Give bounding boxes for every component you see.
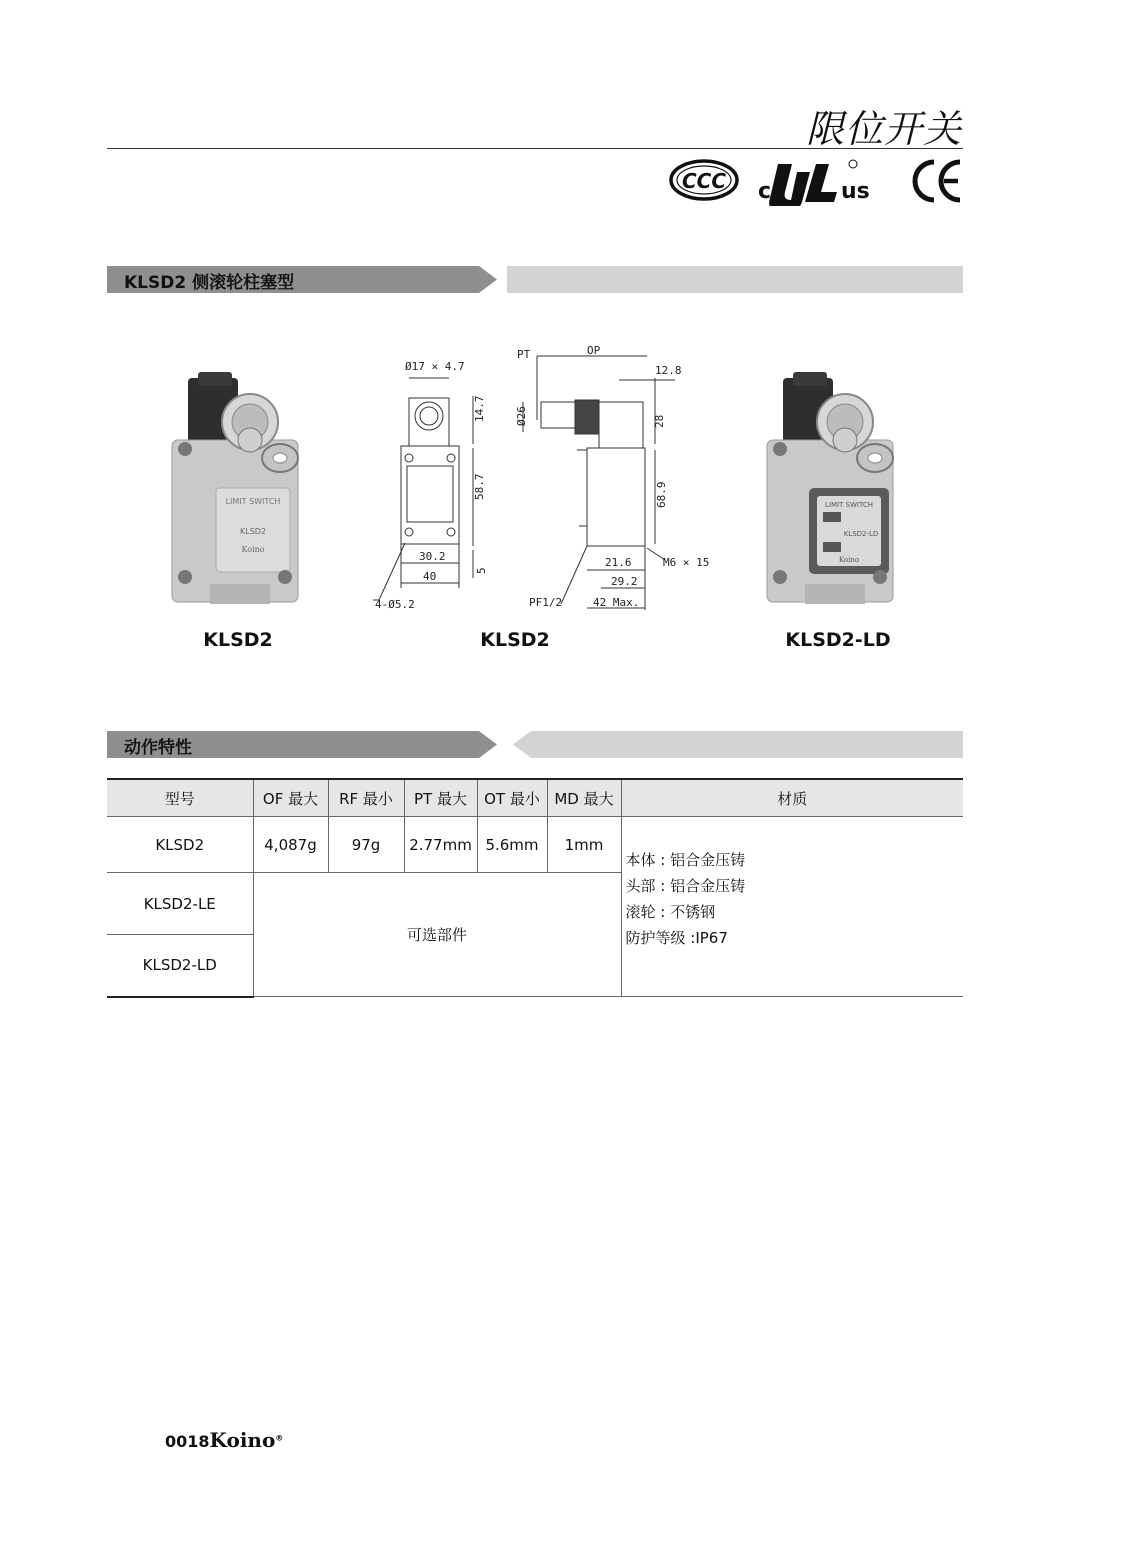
table-header-row — [107, 779, 963, 817]
table-header: 材质 — [621, 779, 963, 817]
dim-label: 42 Max. — [593, 596, 640, 609]
cell-material — [621, 817, 963, 997]
cell-md: 1mm — [547, 817, 621, 873]
product-caption: KLSD2 — [480, 629, 550, 651]
cell-model: KLSD2-LE — [107, 873, 253, 935]
product-caption: KLSD2 — [203, 629, 273, 651]
table-header: RF 最小 — [328, 779, 404, 817]
dim-label: 28 — [653, 414, 666, 428]
dim-label: 58.7 — [473, 473, 486, 500]
dim-label: Ø17 × 4.7 — [405, 360, 465, 373]
dim-label: 21.6 — [605, 556, 632, 569]
dim-label: Ø26 — [515, 406, 528, 426]
dim-label: 68.9 — [655, 481, 668, 508]
dimension-drawing — [365, 338, 725, 618]
dim-label: 30.2 — [419, 550, 446, 563]
dim-label: 4-Ø5.2 — [375, 598, 415, 611]
material-line: 防护等级 :IP67 — [625, 929, 728, 947]
dim-label: 29.2 — [611, 575, 638, 588]
registered-icon: ® — [275, 1433, 284, 1443]
footer — [165, 1428, 283, 1452]
material-line: 头部 : 铝合金压铸 — [625, 877, 746, 895]
page-title: 限位开关 — [805, 107, 962, 151]
cell-pt: 2.77mm — [404, 817, 477, 873]
brand-logo: Koino — [209, 1428, 276, 1452]
section-title-model: KLSD2 侧滚轮柱塞型 — [124, 273, 295, 293]
ccc-mark-icon — [671, 161, 737, 199]
product-caption: KLSD2-LD — [785, 629, 891, 651]
side-view — [523, 356, 675, 610]
dim-label: 12.8 — [655, 364, 682, 377]
ul-c-text: c — [758, 179, 772, 204]
ccc-text: CCC — [681, 169, 727, 193]
section-title-characteristics: 动作特性 — [124, 738, 192, 758]
ce-mark-icon — [915, 162, 960, 200]
table-header: MD 最大 — [547, 779, 621, 817]
dim-label: PT — [517, 348, 531, 361]
header-divider — [107, 148, 963, 149]
certification-logos — [666, 156, 966, 206]
table-row — [107, 817, 963, 873]
cell-ot: 5.6mm — [477, 817, 547, 873]
dim-label: M6 × 15 — [663, 556, 710, 569]
product-label-line: Koino — [838, 556, 860, 564]
ul-us-text: us — [841, 179, 870, 204]
cell-model: KLSD2 — [107, 817, 253, 873]
dim-label: 40 — [423, 570, 437, 583]
table-header: OT 最小 — [477, 779, 547, 817]
material-line: 滚轮 : 不锈钢 — [625, 903, 716, 921]
material-line: 本体 : 铝合金压铸 — [625, 851, 746, 869]
dim-label: 5 — [475, 567, 488, 574]
table-header: OF 最大 — [253, 779, 328, 817]
front-view — [373, 378, 473, 600]
table-header: PT 最大 — [404, 779, 477, 817]
section-bar-2 — [107, 731, 963, 758]
product-photo-klsd2-ld — [765, 370, 905, 610]
ul-listed-mark-icon — [758, 160, 870, 206]
dim-label: PF1/2 — [529, 596, 563, 609]
cell-of: 4,087g — [253, 817, 328, 873]
table-header: 型号 — [107, 779, 253, 817]
page-number: 0018 — [165, 1432, 210, 1451]
spec-table — [107, 778, 963, 998]
cell-rf: 97g — [328, 817, 404, 873]
product-photo-klsd2 — [170, 370, 310, 610]
product-label-line: LIMIT SWITCH — [225, 497, 281, 506]
cell-model: KLSD2-LD — [107, 935, 253, 997]
product-label-line: KLSD2 — [239, 527, 267, 536]
cell-optional: 可选部件 — [253, 873, 621, 997]
dim-label: OP — [587, 344, 601, 357]
product-label-line: LIMIT SWITCH — [824, 501, 874, 509]
product-label-line: Koino — [241, 545, 265, 554]
dim-label: 14.7 — [473, 395, 486, 422]
product-label-line: KLSD2-LD — [843, 530, 879, 538]
